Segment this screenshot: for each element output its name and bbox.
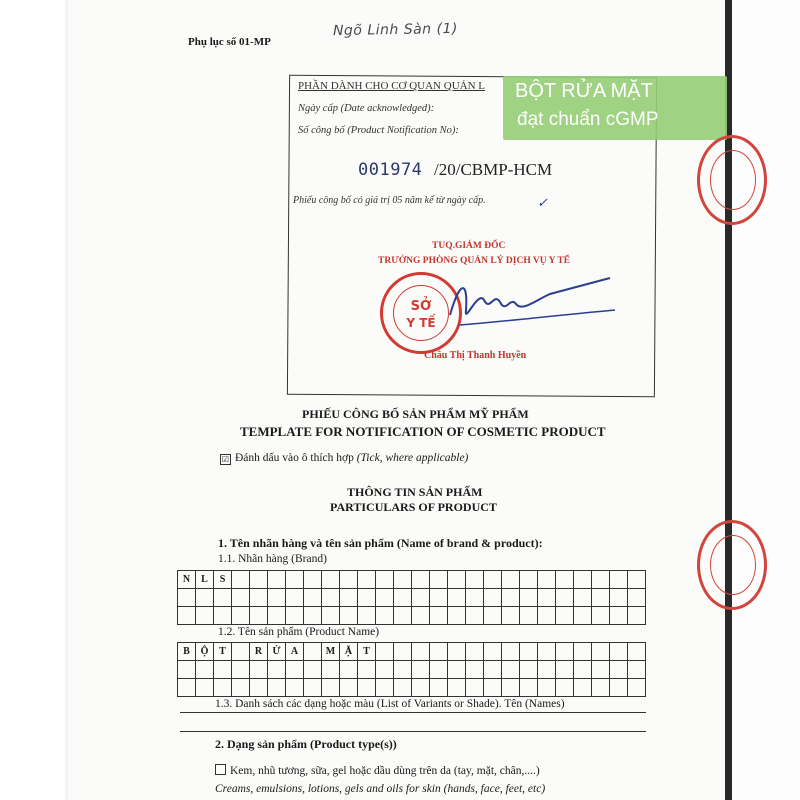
- brand-grid-row: [178, 607, 646, 625]
- handwritten-note: Ngõ Linh Sàn (1): [332, 20, 459, 40]
- product-grid-cell[interactable]: [214, 661, 232, 679]
- product-grid-cell[interactable]: [304, 643, 322, 661]
- brand-grid-cell[interactable]: [358, 607, 376, 625]
- product-grid-cell[interactable]: Ử: [268, 643, 286, 661]
- product-grid-cell[interactable]: [376, 679, 394, 697]
- brand-grid-cell[interactable]: [520, 589, 538, 607]
- brand-grid-cell[interactable]: [484, 607, 502, 625]
- brand-grid-cell[interactable]: [610, 571, 628, 589]
- official-box-header: PHẦN DÀNH CHO CƠ QUAN QUẢN L: [298, 80, 485, 92]
- brand-grid-cell[interactable]: [286, 571, 304, 589]
- brand-grid-cell[interactable]: [556, 589, 574, 607]
- heading-product-type: 2. Dạng sản phẩm (Product type(s)): [215, 737, 397, 751]
- product-grid-cell[interactable]: [178, 679, 196, 697]
- margin-stamp-top-icon: [697, 135, 767, 225]
- signer-role: TUQ.GIÁM ĐỐC: [432, 241, 506, 251]
- product-grid-cell[interactable]: [592, 679, 610, 697]
- brand-grid-cell[interactable]: [628, 607, 646, 625]
- product-grid-cell[interactable]: [466, 643, 484, 661]
- brand-grid-cell[interactable]: [502, 607, 520, 625]
- brand-grid-cell[interactable]: [466, 571, 484, 589]
- product-grid-row: [178, 643, 646, 661]
- product-grid-cell[interactable]: [574, 661, 592, 679]
- product-grid-cell[interactable]: [232, 679, 250, 697]
- signature-icon: [440, 270, 620, 340]
- brand-grid-cell[interactable]: [610, 589, 628, 607]
- product-grid-cell[interactable]: [484, 643, 502, 661]
- brand-grid-cell[interactable]: [430, 571, 448, 589]
- brand-grid-cell[interactable]: [538, 589, 556, 607]
- brand-grid-cell[interactable]: [250, 607, 268, 625]
- product-name-label: 1.2. Tên sản phẩm (Product Name): [218, 626, 380, 638]
- product-grid-cell[interactable]: [556, 661, 574, 679]
- product-grid-cell[interactable]: A: [286, 643, 304, 661]
- product-grid-cell[interactable]: [340, 661, 358, 679]
- brand-grid-cell[interactable]: [466, 589, 484, 607]
- brand-grid-cell[interactable]: [376, 589, 394, 607]
- heading-brand-product: 1. Tên nhãn hàng và tên sản phẩm (Name of brand & product):: [218, 536, 543, 550]
- product-grid-cell[interactable]: [358, 661, 376, 679]
- brand-grid-cell[interactable]: N: [178, 571, 196, 589]
- product-grid-cell[interactable]: [448, 643, 466, 661]
- brand-grid-cell[interactable]: [520, 607, 538, 625]
- product-grid-cell[interactable]: [250, 661, 268, 679]
- date-acknowledged-label: Ngày cấp (Date acknowledged):: [298, 103, 435, 114]
- product-grid-cell[interactable]: [610, 679, 628, 697]
- notification-number-suffix: /20/CBMP-HCM: [434, 160, 553, 179]
- product-grid-cell[interactable]: [376, 661, 394, 679]
- product-grid-cell[interactable]: [394, 643, 412, 661]
- product-grid-cell[interactable]: [412, 661, 430, 679]
- product-grid-cell[interactable]: [520, 679, 538, 697]
- brand-grid-cell[interactable]: [376, 607, 394, 625]
- product-grid-cell[interactable]: T: [214, 643, 232, 661]
- brand-grid-cell[interactable]: [412, 571, 430, 589]
- margin-stamp-bottom-ring: [710, 535, 756, 595]
- brand-grid-cell[interactable]: [232, 607, 250, 625]
- brand-grid-cell[interactable]: [376, 571, 394, 589]
- brand-grid-cell[interactable]: [178, 607, 196, 625]
- product-grid-cell[interactable]: M: [322, 643, 340, 661]
- unchecked-box-icon[interactable]: [215, 764, 226, 775]
- brand-grid-cell[interactable]: [268, 607, 286, 625]
- margin-stamp-bottom-icon: [697, 520, 767, 610]
- validity-note: Phiếu công bố có giá trị 05 năm kể từ ngày cấp.: [293, 195, 486, 206]
- brand-grid-cell[interactable]: [574, 571, 592, 589]
- brand-grid-cell[interactable]: [250, 571, 268, 589]
- background-right: [732, 0, 800, 800]
- brand-grid-cell[interactable]: [322, 607, 340, 625]
- brand-grid: [177, 570, 646, 625]
- divider-line: [180, 731, 646, 732]
- brand-grid-cell[interactable]: [340, 607, 358, 625]
- product-grid-cell[interactable]: [592, 661, 610, 679]
- brand-grid-cell[interactable]: [484, 571, 502, 589]
- brand-grid-cell[interactable]: [448, 571, 466, 589]
- product-grid-cell[interactable]: [412, 643, 430, 661]
- product-grid-cell[interactable]: [610, 643, 628, 661]
- product-grid-cell[interactable]: R: [250, 643, 268, 661]
- product-grid-cell[interactable]: [628, 679, 646, 697]
- divider-line: [180, 712, 646, 713]
- product-grid-cell[interactable]: [268, 679, 286, 697]
- banner-line2: đạt chuẩn cGMP: [517, 109, 659, 130]
- product-name-grid: [177, 642, 646, 697]
- product-grid-cell[interactable]: [448, 661, 466, 679]
- brand-grid-cell[interactable]: [412, 607, 430, 625]
- brand-grid-cell[interactable]: [430, 589, 448, 607]
- brand-grid-cell[interactable]: [286, 607, 304, 625]
- product-grid-cell[interactable]: [556, 679, 574, 697]
- product-grid-cell[interactable]: [394, 679, 412, 697]
- brand-grid-cell[interactable]: [502, 571, 520, 589]
- product-grid-cell[interactable]: [574, 679, 592, 697]
- brand-grid-cell[interactable]: [466, 607, 484, 625]
- product-grid-cell[interactable]: [538, 643, 556, 661]
- brand-grid-cell[interactable]: [592, 571, 610, 589]
- product-grid-cell[interactable]: [232, 643, 250, 661]
- product-grid-cell[interactable]: [538, 661, 556, 679]
- product-grid-cell[interactable]: [520, 661, 538, 679]
- product-grid-cell[interactable]: [556, 643, 574, 661]
- product-grid-cell[interactable]: [322, 661, 340, 679]
- brand-grid-cell[interactable]: [340, 589, 358, 607]
- product-grid-cell[interactable]: [484, 661, 502, 679]
- product-grid-cell[interactable]: [610, 661, 628, 679]
- product-grid-cell[interactable]: B: [178, 643, 196, 661]
- product-grid-cell[interactable]: [340, 679, 358, 697]
- brand-grid-cell[interactable]: [178, 589, 196, 607]
- brand-grid-cell[interactable]: [610, 607, 628, 625]
- brand-grid-cell[interactable]: [412, 589, 430, 607]
- tick-instruction-line: [220, 452, 468, 464]
- product-grid-cell[interactable]: [304, 679, 322, 697]
- brand-grid-cell[interactable]: [520, 571, 538, 589]
- brand-grid-cell[interactable]: [232, 571, 250, 589]
- brand-grid-cell[interactable]: [628, 589, 646, 607]
- brand-grid-cell[interactable]: [574, 607, 592, 625]
- brand-grid-cell[interactable]: [592, 607, 610, 625]
- brand-grid-cell[interactable]: [556, 607, 574, 625]
- brand-grid-cell[interactable]: [394, 607, 412, 625]
- brand-grid-cell[interactable]: [214, 607, 232, 625]
- product-grid-cell[interactable]: [448, 679, 466, 697]
- product-grid-cell[interactable]: [376, 643, 394, 661]
- product-grid-cell[interactable]: [304, 661, 322, 679]
- brand-grid-cell[interactable]: [322, 571, 340, 589]
- product-grid-row: [178, 679, 646, 697]
- brand-grid-cell[interactable]: [304, 607, 322, 625]
- seal-line2: Y TẾ: [406, 316, 436, 330]
- banner-line1: BỘT RỬA MẶT: [515, 80, 653, 102]
- brand-grid-cell[interactable]: [358, 589, 376, 607]
- product-grid-cell[interactable]: [394, 661, 412, 679]
- tick-instruction-en: (Tick, where applicable): [356, 452, 469, 464]
- brand-grid-cell[interactable]: S: [214, 571, 232, 589]
- brand-label: 1.1. Nhãn hàng (Brand): [218, 553, 327, 565]
- brand-grid-cell[interactable]: [196, 607, 214, 625]
- brand-grid-cell[interactable]: [538, 607, 556, 625]
- product-grid-cell[interactable]: [412, 679, 430, 697]
- brand-grid-cell[interactable]: [358, 571, 376, 589]
- brand-grid-cell[interactable]: [394, 589, 412, 607]
- product-grid-cell[interactable]: [286, 661, 304, 679]
- checked-box-icon: ☑: [221, 455, 230, 464]
- product-grid-cell[interactable]: [484, 679, 502, 697]
- product-grid-cell[interactable]: [520, 643, 538, 661]
- form-title-en: TEMPLATE FOR NOTIFICATION OF COSMETIC PRODUCT: [240, 424, 606, 439]
- brand-grid-cell[interactable]: [394, 571, 412, 589]
- seal-line1: SỞ: [410, 299, 432, 314]
- product-grid-cell[interactable]: [628, 661, 646, 679]
- section-title-vn: THÔNG TIN SẢN PHẨM: [347, 485, 483, 499]
- brand-grid-cell[interactable]: [502, 589, 520, 607]
- product-grid-cell[interactable]: [538, 679, 556, 697]
- brand-grid-cell[interactable]: [448, 607, 466, 625]
- brand-grid-row: [178, 571, 646, 589]
- product-grid-cell[interactable]: [268, 661, 286, 679]
- brand-grid-cell[interactable]: [484, 589, 502, 607]
- product-grid-cell[interactable]: [592, 643, 610, 661]
- product-grid-cell[interactable]: [214, 679, 232, 697]
- product-grid-cell[interactable]: [466, 679, 484, 697]
- product-grid-cell[interactable]: [196, 661, 214, 679]
- product-grid-cell[interactable]: [196, 679, 214, 697]
- product-grid-cell[interactable]: [286, 679, 304, 697]
- product-grid-row: [178, 661, 646, 679]
- brand-grid-cell[interactable]: [250, 589, 268, 607]
- product-banner: [503, 76, 727, 140]
- product-grid-cell[interactable]: [466, 661, 484, 679]
- agency-name: TRƯỞNG PHÒNG QUẢN LÝ DỊCH VỤ Y TẾ: [378, 256, 571, 266]
- brand-grid-cell[interactable]: [304, 571, 322, 589]
- product-grid-cell[interactable]: [178, 661, 196, 679]
- product-grid-cell[interactable]: Ặ: [340, 643, 358, 661]
- section-title-en: PARTICULARS OF PRODUCT: [330, 500, 497, 514]
- brand-grid-cell[interactable]: [430, 607, 448, 625]
- product-type-option: [215, 763, 540, 777]
- product-grid-cell[interactable]: [502, 661, 520, 679]
- brand-grid-cell[interactable]: [286, 589, 304, 607]
- product-grid-cell[interactable]: [358, 679, 376, 697]
- brand-grid-cell[interactable]: [592, 589, 610, 607]
- product-type-option-en: Creams, emulsions, lotions, gels and oils for skin (hands, face, feet, etc): [215, 783, 546, 795]
- brand-grid-cell[interactable]: L: [196, 571, 214, 589]
- product-grid-cell[interactable]: [502, 643, 520, 661]
- brand-grid-cell[interactable]: [556, 571, 574, 589]
- background-left: [0, 0, 68, 800]
- brand-grid-cell[interactable]: [574, 589, 592, 607]
- form-title-vn: PHIẾU CÔNG BỐ SẢN PHẨM MỸ PHẨM: [302, 407, 529, 421]
- brand-grid-cell[interactable]: [268, 571, 286, 589]
- brand-grid-cell[interactable]: [322, 589, 340, 607]
- product-type-option-label: Kem, nhũ tương, sữa, gel hoặc dầu dùng trên da (tay, mặt, chân,....): [230, 765, 540, 777]
- annex-label: Phụ lục số 01-MP: [188, 36, 271, 48]
- brand-grid-cell[interactable]: [268, 589, 286, 607]
- brand-grid-cell[interactable]: [232, 589, 250, 607]
- product-grid-cell[interactable]: [250, 679, 268, 697]
- signer-name: Châu Thị Thanh Huyền: [424, 350, 527, 361]
- brand-grid-cell[interactable]: [448, 589, 466, 607]
- notification-number-label: Số công bố (Product Notification No):: [298, 125, 459, 136]
- initial-mark-icon: ✓: [537, 195, 548, 210]
- product-grid-cell[interactable]: [502, 679, 520, 697]
- brand-grid-cell[interactable]: [214, 589, 232, 607]
- brand-grid-row: [178, 589, 646, 607]
- product-grid-cell[interactable]: Ộ: [196, 643, 214, 661]
- notification-number: 001974: [358, 160, 423, 180]
- product-grid-cell[interactable]: T: [358, 643, 376, 661]
- product-grid-cell[interactable]: [322, 679, 340, 697]
- product-grid-cell[interactable]: [430, 661, 448, 679]
- product-grid-cell[interactable]: [430, 679, 448, 697]
- brand-grid-cell[interactable]: [340, 571, 358, 589]
- product-grid-cell[interactable]: [574, 643, 592, 661]
- brand-grid-cell[interactable]: [628, 571, 646, 589]
- margin-stamp-top-ring: [710, 150, 756, 210]
- brand-grid-cell[interactable]: [196, 589, 214, 607]
- tick-instruction: Đánh dấu vào ô thích hợp: [235, 452, 354, 464]
- brand-grid-cell[interactable]: [538, 571, 556, 589]
- variants-label: 1.3. Danh sách các dạng hoặc màu (List of Variants or Shade). Tên (Names): [215, 698, 565, 710]
- product-grid-cell[interactable]: [628, 643, 646, 661]
- product-grid-cell[interactable]: [430, 643, 448, 661]
- brand-grid-cell[interactable]: [304, 589, 322, 607]
- product-grid-cell[interactable]: [232, 661, 250, 679]
